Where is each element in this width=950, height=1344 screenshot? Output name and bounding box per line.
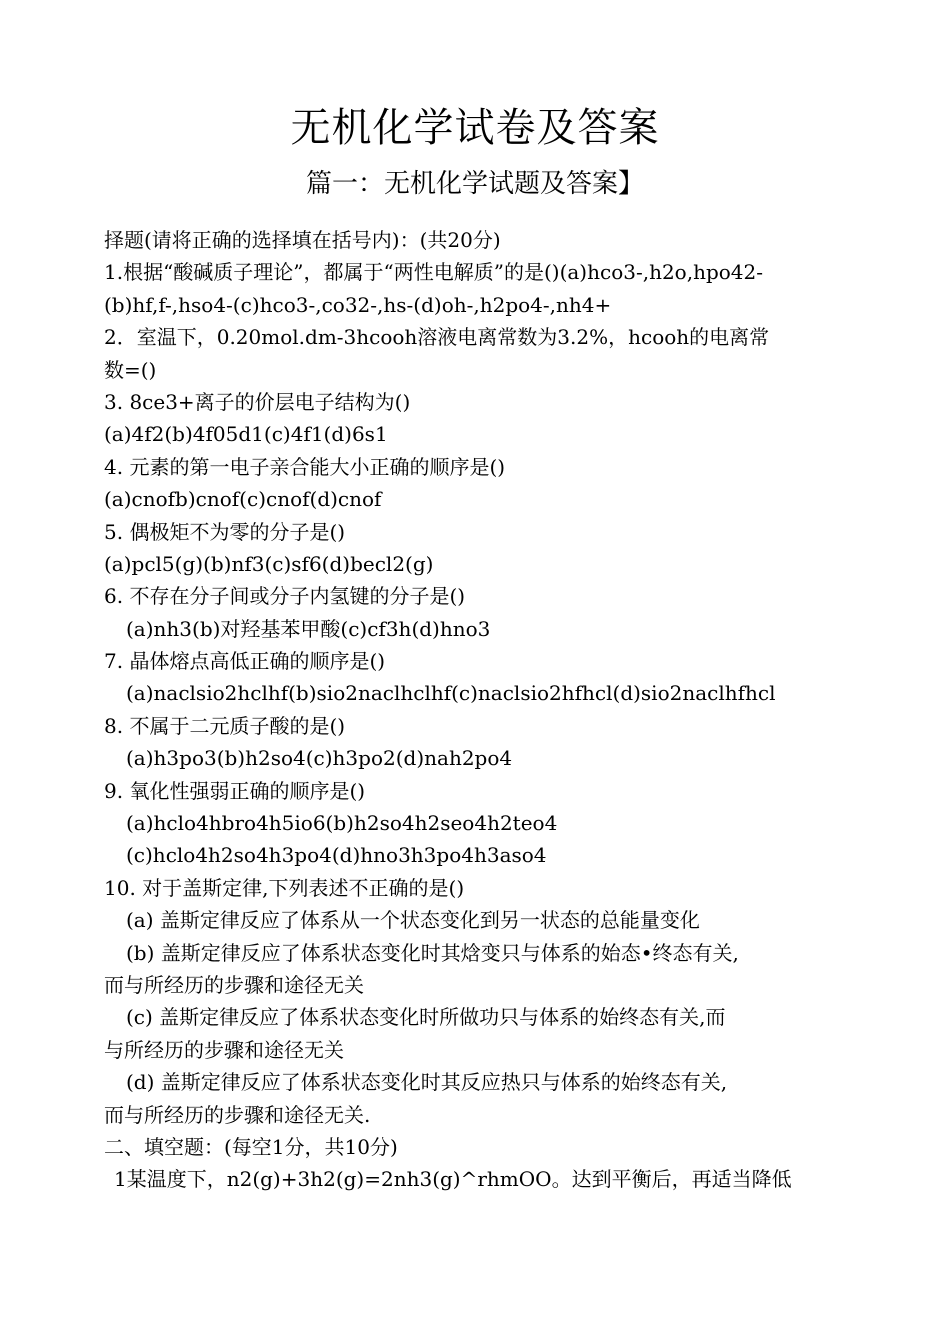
text-line: 与所经历的步骤和途径无关 <box>104 1037 344 1062</box>
text-line: (a)h3po3(b)h2so4(c)h3po2(d)nah2po4 <box>126 746 513 771</box>
text-line: 1.根据“酸碱质子理论”，都属于“两性电解质”的是()(a)hco3-,h2o,hpo42- <box>104 260 764 285</box>
text-line: 而与所经历的步骤和途径无关. <box>104 1102 371 1127</box>
text-line: 而与所经历的步骤和途径无关 <box>104 972 364 997</box>
text-line: 1某温度下，n2(g)+3h2(g)=2nh3(g)^rhmOO。达到平衡后，再适当降低 <box>114 1167 792 1192</box>
document-body <box>104 224 864 1196</box>
text-line: 9. 氧化性强弱正确的顺序是() <box>104 778 366 803</box>
text-line: (d) 盖斯定律反应了体系状态变化时其反应热只与体系的始终态有关, <box>126 1070 728 1095</box>
text-line: (a)pcl5(g)(b)nf3(c)sf6(d)becl2(g) <box>104 551 434 576</box>
text-line: (a)cnofb)cnof(c)cnof(d)cnof <box>104 487 382 512</box>
text-line: 7. 晶体熔点高低正确的顺序是() <box>104 649 386 674</box>
text-line: 数=() <box>104 357 157 382</box>
text-line: (b)hf,f-,hso4-(c)hco3-,co32-,hs-(d)oh-,h2po4-,nh4+ <box>104 292 612 317</box>
text-line: (a)hclo4hbro4h5io6(b)h2so4h2seo4h2teo4 <box>126 811 558 836</box>
document-subtitle: 篇一：无机化学试题及答案】 <box>305 169 644 199</box>
text-line: 2．室温下，0.20mol.dm-3hcooh溶液电离常数为3.2%，hcooh的电离常 <box>104 325 770 350</box>
document-title: 无机化学试卷及答案 <box>290 105 660 151</box>
text-line: 4. 元素的第一电子亲合能大小正确的顺序是() <box>104 454 506 479</box>
text-line: (c)hclo4h2so4h3po4(d)hno3h3po4h3aso4 <box>126 843 547 868</box>
text-line: (c) 盖斯定律反应了体系状态变化时所做功只与体系的始终态有关,而 <box>126 1005 726 1030</box>
text-line: (a) 盖斯定律反应了体系从一个状态变化到另一状态的总能量变化 <box>126 908 700 933</box>
text-line: 5. 偶极矩不为零的分子是() <box>104 519 346 544</box>
text-line: 10. 对于盖斯定律,下列表述不正确的是() <box>104 875 465 900</box>
text-line: 8. 不属于二元质子酸的是() <box>104 713 346 738</box>
text-line: 二、填空题：(每空1分，共10分) <box>104 1134 398 1159</box>
text-line: (a)4f2(b)4f05d1(c)4f1(d)6s1 <box>104 422 388 447</box>
text-line: 6. 不存在分子间或分子内氢键的分子是() <box>104 584 466 609</box>
text-line: 择题(请将正确的选择填在括号内)：(共20分) <box>104 228 501 252</box>
text-line: (b) 盖斯定律反应了体系状态变化时其焓变只与体系的始态•终态有关, <box>126 940 739 965</box>
text-line: (a)naclsio2hclhf(b)sio2naclhclhf(c)naclsio2hfhcl(d)sio2naclhfhcl <box>126 681 776 706</box>
text-line: (a)nh3(b)对羟基苯甲酸(c)cf3h(d)hno3 <box>126 616 491 641</box>
text-line: 3. 8ce3+离子的价层电子结构为() <box>104 389 411 414</box>
